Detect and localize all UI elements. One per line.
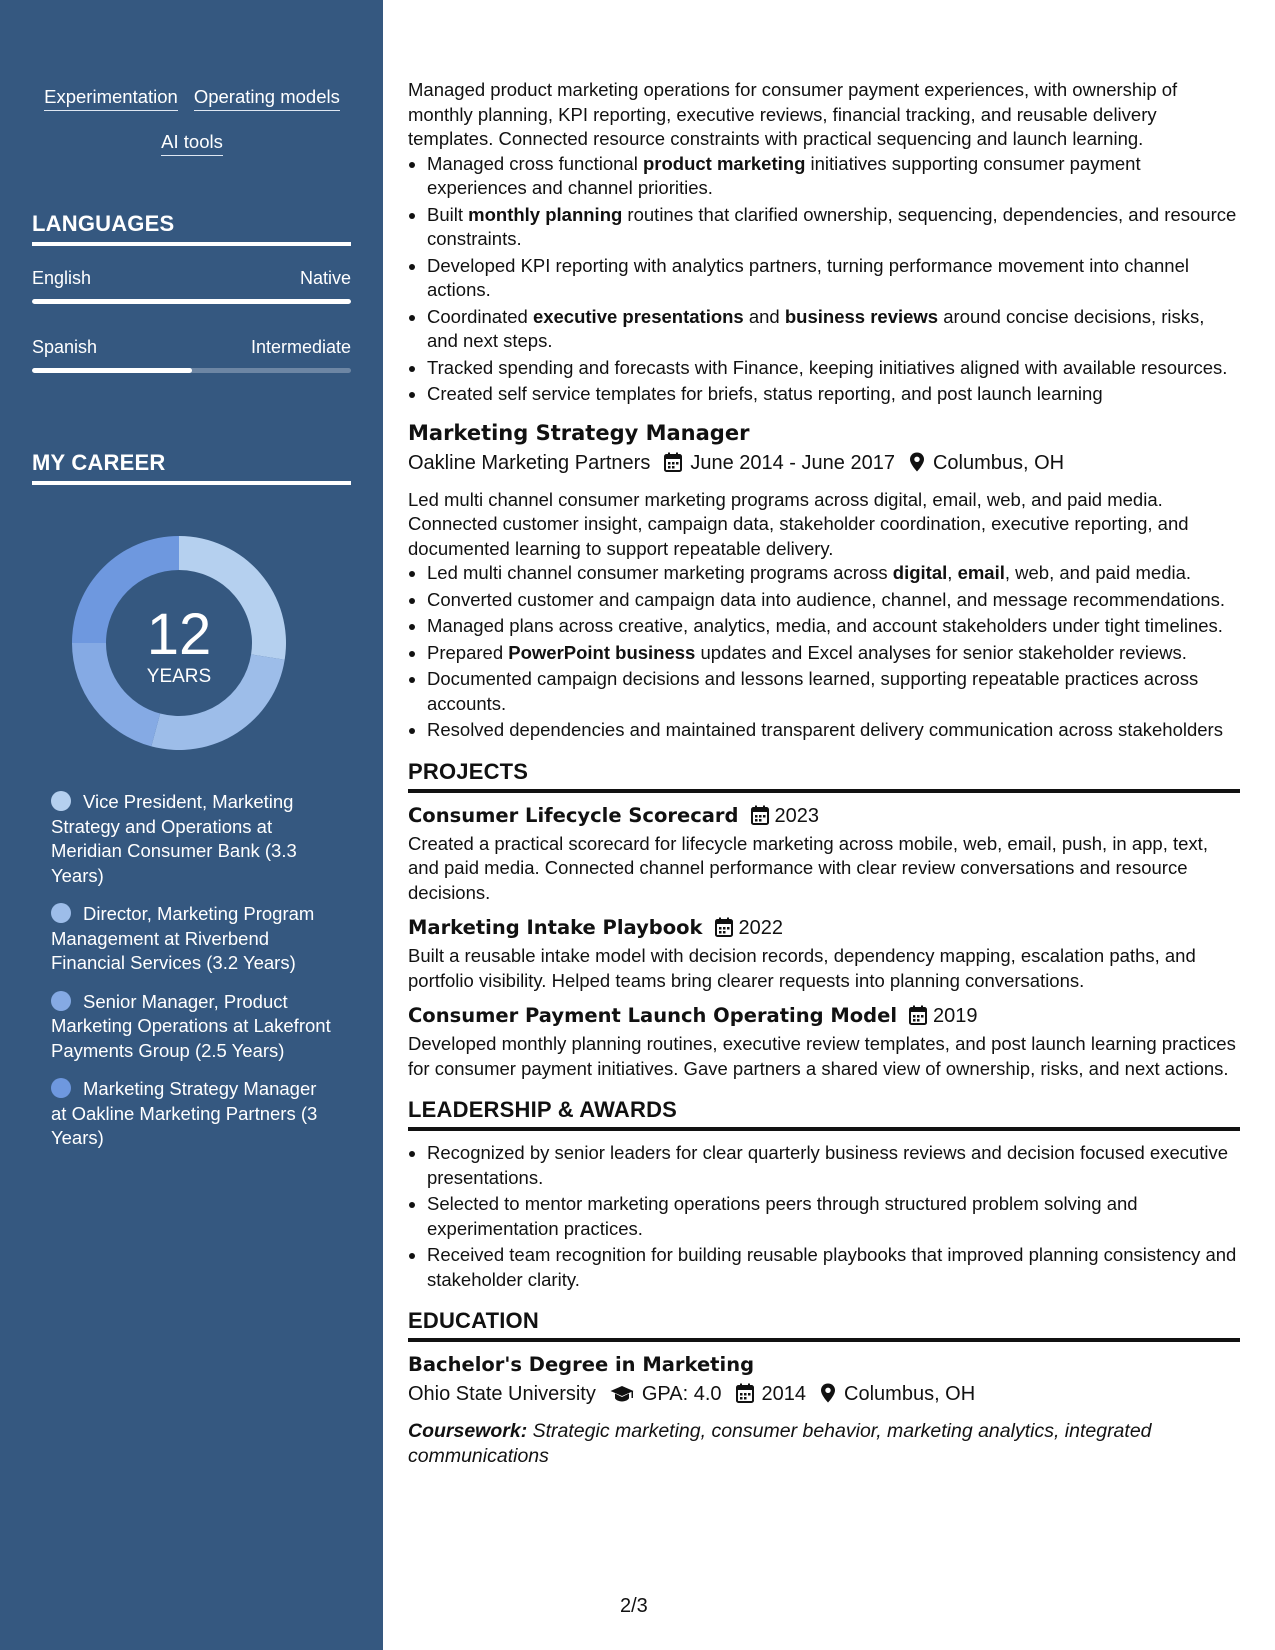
job-meta: [408, 449, 1240, 480]
career-years-unit: YEARS: [146, 666, 212, 687]
bullet-item: • Resolved dependencies and maintained transparent delivery communication across stakeholders: [427, 718, 1240, 743]
project-title: Consumer Lifecycle Scorecard: [408, 803, 739, 827]
language-level: Intermediate: [250, 337, 351, 357]
career-dot-icon: [51, 903, 71, 923]
education-location: Columbus, OH: [844, 1383, 976, 1405]
project-year: 2019: [933, 1005, 978, 1027]
project-title-row: [408, 1003, 1240, 1032]
leadership-heading: LEADERSHIP & AWARDS: [408, 1097, 1240, 1131]
career-years-value: 12: [146, 602, 212, 667]
location-pin-icon: [820, 1383, 836, 1411]
calendar-icon: [715, 917, 733, 944]
project-description: Created a practical scorecard for lifecycle marketing across mobile, web, email, push, in app, text, and paid media. Connected channel performance with clear review conversations and resource decisions.: [408, 832, 1208, 903]
bullet-item: • Tracked spending and forecasts with Finance, keeping initiatives aligned with available resources.: [427, 356, 1240, 381]
graduation-cap-icon: [610, 1383, 634, 1411]
career-donut-chart: [66, 530, 292, 756]
leadership-item: • Recognized by senior leaders for clear quarterly business reviews and decision focused executive presentations.: [427, 1141, 1240, 1190]
education-degree: Bachelor's Degree in Marketing: [408, 1353, 755, 1376]
skills-list: [32, 86, 352, 176]
language-proficiency-fill: [32, 368, 192, 373]
leadership-list: [408, 1141, 1240, 1292]
skill-tag: Experimentation: [44, 86, 178, 111]
project-title-row: [408, 915, 1240, 944]
bullet-item: • Built monthly planning routines that clarified ownership, sequencing, dependencies, and resource constraints.: [427, 203, 1240, 252]
career-item: [51, 1077, 331, 1151]
calendar-icon: [751, 805, 769, 832]
project-description: Developed monthly planning routines, executive review templates, and post launch learning practices for consumer payment initiatives. Gave partners a shared view of ownership, risks, and next actions.: [408, 1033, 1236, 1079]
job-title: Marketing Strategy Manager: [408, 420, 750, 445]
education-year: 2014: [761, 1383, 807, 1405]
career-item-text: Senior Manager, Product Marketing Operations at Lakefront Payments Group (2.5 Years): [51, 990, 331, 1061]
career-item-text: Marketing Strategy Manager at Oakline Marketing Partners (3 Years): [51, 1078, 318, 1148]
project-year: 2023: [774, 804, 820, 827]
calendar-icon: [664, 452, 682, 480]
project-title: Marketing Intake Playbook: [408, 916, 703, 939]
education-meta: [408, 1380, 1240, 1411]
job-location: Columbus, OH: [932, 451, 1065, 474]
page-number: 2/3: [620, 1595, 648, 1617]
job-summary: Led multi channel consumer marketing programs across digital, email, web, and paid media. Connected customer insight, campaign data, stakeholder coordination, executive reporting, and documented learning to support repeatable delivery.: [408, 488, 1189, 559]
career-heading: MY CAREER: [32, 450, 351, 485]
language-name: English: [32, 268, 92, 288]
project-year: 2022: [738, 917, 784, 939]
career-item: [51, 790, 331, 888]
language-row: [32, 268, 351, 289]
skill-tag: AI tools: [161, 131, 223, 156]
job-bullets: [408, 561, 1240, 743]
main-content: [408, 0, 1240, 1468]
calendar-icon: [736, 1383, 754, 1411]
bullet-item: • Converted customer and campaign data into audience, channel, and message recommendations.: [427, 588, 1240, 613]
bullet-item: • Managed plans across creative, analytics, media, and account stakeholders under tight timelines.: [427, 614, 1240, 639]
language-proficiency-fill: [32, 299, 351, 304]
bullet-item: • Documented campaign decisions and lessons learned, supporting repeatable practices across accounts.: [427, 667, 1240, 716]
career-item: [51, 902, 331, 976]
bullet-item: • Prepared PowerPoint business updates and Excel analyses for senior stakeholder reviews.: [427, 641, 1240, 666]
job-summary: Managed product marketing operations for consumer payment experiences, with ownership of monthly planning, KPI reporting, executive reviews, financial tracking, and reusable delivery templates. Connected resource constraints with practical sequencing and launch learning.: [408, 79, 1178, 149]
education-school: Ohio State University: [408, 1383, 596, 1405]
career-list: [51, 790, 331, 1165]
project-title: Consumer Payment Launch Operating Model: [408, 1004, 898, 1027]
career-item: [51, 990, 331, 1064]
job-dates: June 2014 - June 2017: [690, 451, 895, 474]
leadership-item: • Selected to mentor marketing operations peers through structured problem solving and experimentation practices.: [427, 1192, 1240, 1241]
career-item-text: Vice President, Marketing Strategy and Operations at Meridian Consumer Bank (3.3 Years): [51, 791, 297, 886]
career-dot-icon: [51, 791, 71, 811]
project-title-row: [408, 803, 1240, 832]
calendar-icon: [909, 1005, 927, 1032]
career-dot-icon: [51, 991, 71, 1011]
skill-tag: Operating models: [194, 86, 340, 111]
job-company: Oakline Marketing Partners: [408, 451, 651, 474]
languages-heading: LANGUAGES: [32, 211, 351, 246]
education-gpa: GPA: 4.0: [641, 1383, 722, 1405]
coursework-label: Coursework:: [408, 1420, 528, 1442]
project-description: Built a reusable intake model with decision records, dependency mapping, escalation paths, and portfolio visibility. Helped teams bring clearer requests into planning conversations.: [408, 945, 1196, 991]
location-pin-icon: [909, 452, 925, 480]
bullet-item: • Managed cross functional product marketing initiatives supporting consumer payment experiences and channel priorities.: [427, 152, 1240, 201]
bullet-item: • Led multi channel consumer marketing programs across digital, email, web, and paid media.: [427, 561, 1240, 586]
projects-heading: PROJECTS: [408, 759, 1240, 793]
language-proficiency-bar: [32, 299, 351, 304]
bullet-item: • Created self service templates for briefs, status reporting, and post launch learning: [427, 382, 1240, 407]
leadership-item: • Received team recognition for building reusable playbooks that improved planning consistency and stakeholder clarity.: [427, 1243, 1240, 1292]
education-heading: EDUCATION: [408, 1308, 1240, 1342]
language-level: Native: [299, 268, 351, 288]
career-dot-icon: [51, 1078, 71, 1098]
job-bullets: [408, 152, 1240, 407]
career-item-text: Director, Marketing Program Management at Riverbend Financial Services (3.2 Years): [51, 903, 315, 973]
coursework-text: Strategic marketing, consumer behavior, marketing analytics, integrated communications: [408, 1420, 1152, 1467]
language-name: Spanish: [32, 337, 98, 357]
bullet-item: • Coordinated executive presentations and business reviews around concise decisions, risks, and next steps.: [427, 305, 1240, 354]
bullet-item: • Developed KPI reporting with analytics partners, turning performance movement into channel actions.: [427, 254, 1240, 303]
sidebar: [0, 0, 383, 1650]
language-row: [32, 337, 351, 358]
language-proficiency-bar: [32, 368, 351, 373]
education-coursework: [408, 1419, 1240, 1468]
